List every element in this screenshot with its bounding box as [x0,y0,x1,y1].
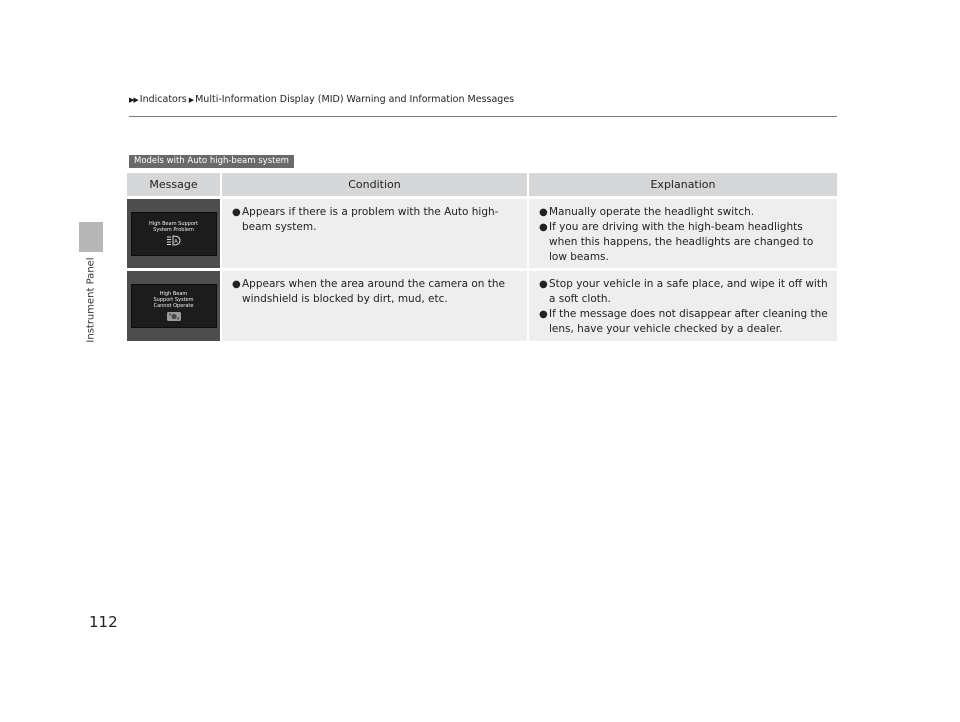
high-beam-auto-icon [166,235,182,246]
breadcrumb-mid-messages[interactable]: Multi-Information Display (MID) Warning and Information Messages [195,94,515,105]
mid-screen [131,284,217,328]
model-tag: Models with Auto high-beam system [129,155,294,168]
list-item: ● Appears if there is a problem with the Auto high-beam system. [232,206,499,233]
condition-cell [222,199,527,268]
svg-text:A: A [173,239,178,245]
explanation-cell [529,271,837,341]
message-image [127,199,220,268]
condition-cell [222,271,527,341]
header-divider [129,116,837,117]
list-item: ● Stop your vehicle in a safe place, and wipe it off with a soft cloth. [539,278,828,305]
table-row [127,271,837,341]
header-message: Message [127,173,220,196]
bullet-icon: ● [539,279,548,290]
list-item: ● Appears when the area around the camera on the windshield is blocked by dirt, mud, etc. [232,278,506,305]
table-row [127,199,837,268]
breadcrumb [129,94,514,105]
double-arrow-icon: ▶▶ [129,95,138,104]
list-item: ● If you are driving with the high-beam headlights when this happens, the headlights are changed to low beams. [539,221,814,263]
list-item: ● Manually operate the headlight switch. [539,206,755,218]
screen-message-text: High Beam Support System Problem [149,221,198,233]
header-condition: Condition [222,173,527,196]
explanation-cell [529,199,837,268]
table-header [127,173,837,196]
header-explanation: Explanation [529,173,837,196]
bullet-icon: ● [232,279,241,290]
mid-screen [131,212,217,256]
arrow-icon: ▶ [188,95,194,104]
page-number: 112 [89,613,118,631]
chapter-label: Instrument Panel [85,257,97,343]
dirty-camera-icon [166,311,182,322]
screen-message-text: High Beam Support System Cannot Operate [153,290,194,309]
list-item: ● If the message does not disappear after cleaning the lens, have your vehicle checked by a dealer. [539,308,828,335]
message-image [127,271,220,341]
bullet-icon: ● [539,309,548,320]
bullet-icon: ● [539,222,548,233]
chapter-tab [79,222,103,252]
messages-table [127,173,837,341]
breadcrumb-indicators[interactable]: Indicators [139,94,187,105]
bullet-icon: ● [232,207,241,218]
bullet-icon: ● [539,207,548,218]
